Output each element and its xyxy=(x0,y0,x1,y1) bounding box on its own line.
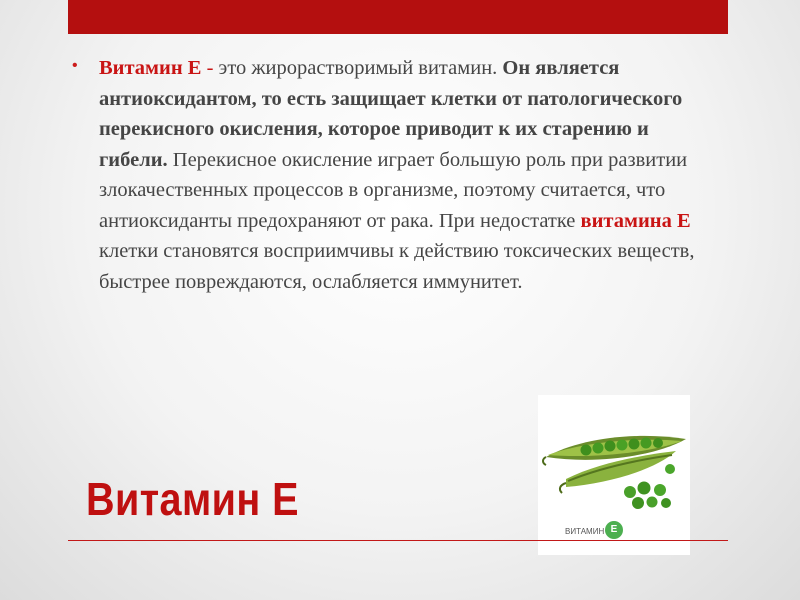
vitamin-e-badge: E xyxy=(605,521,623,539)
antioxidant-statement: Он является антиоксидантом, то есть защищает клетки от патологического перекисного окисления, которое приводит к их старению и гибели. xyxy=(99,57,683,171)
peas-photo xyxy=(538,395,690,555)
peroxidation-text: Перекисное окисление играет большую роль при развитии злокачественных процессов в организме, поэтому считается, что антиоксиданты предохраняют от рака. При недостатке xyxy=(99,148,688,232)
definition-text: это жирорастворимый витамин. xyxy=(218,57,503,79)
photo-caption: ВИТАМИН xyxy=(565,527,605,536)
slide-title: Витамин Е xyxy=(86,473,299,525)
term-vitamin-e-deficiency: витамина Е xyxy=(580,209,691,232)
body-paragraph xyxy=(99,53,712,297)
deficiency-effects-text: клетки становятся восприимчивы к действию токсических веществ, быстрее повреждаются, ослабляется иммунитет. xyxy=(99,240,695,293)
bullet-marker: • xyxy=(72,57,78,74)
title-underline xyxy=(68,540,728,541)
top-accent-bar xyxy=(68,0,728,34)
dash-separator: - xyxy=(201,57,219,79)
body-text-block xyxy=(72,53,712,297)
term-vitamin-e: Витамин Е xyxy=(99,57,202,79)
